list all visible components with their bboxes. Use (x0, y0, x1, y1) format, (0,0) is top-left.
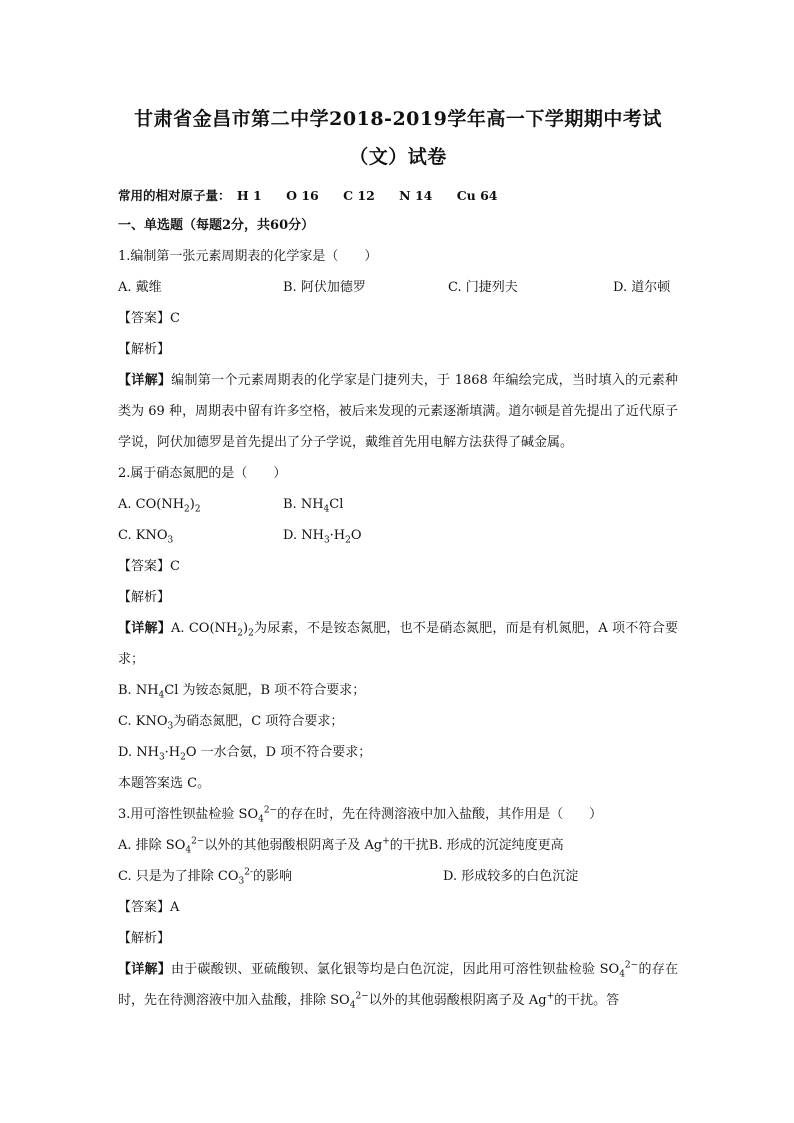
q2-detail-b: B. $NH_4Cl$ 为铵态氮肥，B 项不符合要求； (118, 683, 366, 701)
q3-detail-tag: 【详解】 (118, 962, 172, 977)
q2-stem: 2.属于硝态氮肥的是（ ） (118, 466, 287, 481)
q3-option-c: C. 只是为了排除 $CO_3^{2-}$的影响 (118, 867, 293, 887)
q2-detail-c: C. $KNO_3$为硝态氮肥，C 项符合要求； (118, 714, 344, 732)
q2-option-d: D. $NH_3\cdot H_2O$ (283, 528, 362, 546)
q3-option-b: B. 形成的沉淀纯度更高 (428, 838, 564, 853)
atomic-mass-line (118, 182, 678, 210)
atomic-mass-label: 常用的相对原子量： (118, 188, 231, 203)
q1-option-a: A. 戴维 (118, 280, 162, 295)
q1-option-b: B. 阿伏加德罗 (283, 280, 366, 295)
document-title (118, 100, 678, 176)
q1-answer: 【答案】C (118, 311, 180, 326)
atomic-mass-cu: Cu 64 (456, 188, 498, 203)
q1-detail (118, 365, 678, 458)
q1-analysis-heading: 【解析】 (118, 342, 171, 357)
q3-answer: 【答案】A (118, 900, 180, 915)
q1-detail-tag: 【详解】 (118, 373, 172, 388)
atomic-mass-n: N 14 (399, 188, 433, 203)
q2-option-b: B. $NH_4Cl$ (283, 497, 344, 515)
q1-stem: 1.编制第一张元素周期表的化学家是（ ） (118, 249, 378, 264)
q1-option-c: C. 门捷列夫 (448, 280, 518, 295)
q1-detail-text: 编制第一个元素周期表的化学家是门捷列夫，于 1868 年编绘完成，当时填入的元素种类为 69 种，周期表中留有许多空格，被后来发现的元素逐渐填满。道尔顿是首先提出了近代原子学说，阿伏加德罗是首先提出了分子学说，戴维首先用电解方法获得了碱金属。 (118, 373, 678, 450)
q1-options (118, 272, 678, 303)
q3-option-d: D. 形成较多的白色沉淀 (443, 869, 579, 884)
q2-option-a: A. $CO(NH_2)_2$ (118, 497, 201, 515)
q1-option-d: D. 道尔顿 (613, 280, 671, 295)
atomic-mass-h: H 1 (236, 188, 262, 203)
q2-options-row1 (118, 489, 678, 520)
q2-analysis-heading: 【解析】 (118, 590, 171, 605)
q3-analysis-heading: 【解析】 (118, 931, 171, 946)
atomic-mass-c: C 12 (343, 188, 375, 203)
q2-detail-tag: 【详解】 (118, 621, 171, 636)
q3-option-a: A. 排除 $SO_4^{2-}$以外的其他弱酸根阴离子及 Ag+的干扰 (118, 836, 429, 856)
document-page (118, 100, 678, 1016)
q2-detail-d: D. $NH_3\cdot H_2O$ 一水合氨，D 项不符合要求； (118, 745, 372, 763)
q3-stem: 3.用可溶性钡盐检验 $SO_4^{2-}$的存在时，先在待测溶液中加入盐酸，其作用是（ ） (118, 805, 603, 825)
q2-answer: 【答案】C (118, 559, 180, 574)
q2-detail-a: 【详解】A. $CO(NH_2)_2$为尿素，不是铵态氮肥，也不是硝态氮肥，而是有机氮肥，A 项不符合要求； (118, 621, 678, 667)
q2-option-c: C. $KNO_3$ (118, 528, 174, 546)
atomic-mass-o: O 16 (286, 188, 319, 203)
q3-options-row1 (118, 830, 678, 861)
q3-options-row2 (118, 861, 678, 892)
q2-conclusion: 本题答案选 C。 (118, 776, 211, 791)
q3-detail: 【详解】由于碳酸钡、亚硫酸钡、氯化银等均是白色沉淀，因此用可溶性钡盐检验 $SO_4^{2-}$的存在时，先在待测溶液中加入盐酸，排除 $SO_4^{2-}$以外的其他弱酸根阴离子及 Ag+的干扰。答 (118, 960, 678, 1011)
title-line-2: （文）试卷 (349, 146, 447, 168)
q2-options-row2 (118, 520, 678, 551)
section-heading: 一、单选题（每题2分，共60分） (118, 218, 315, 233)
title-line-1: 甘肃省金昌市第二中学2018-2019学年高一下学期期中考试 (134, 108, 662, 130)
